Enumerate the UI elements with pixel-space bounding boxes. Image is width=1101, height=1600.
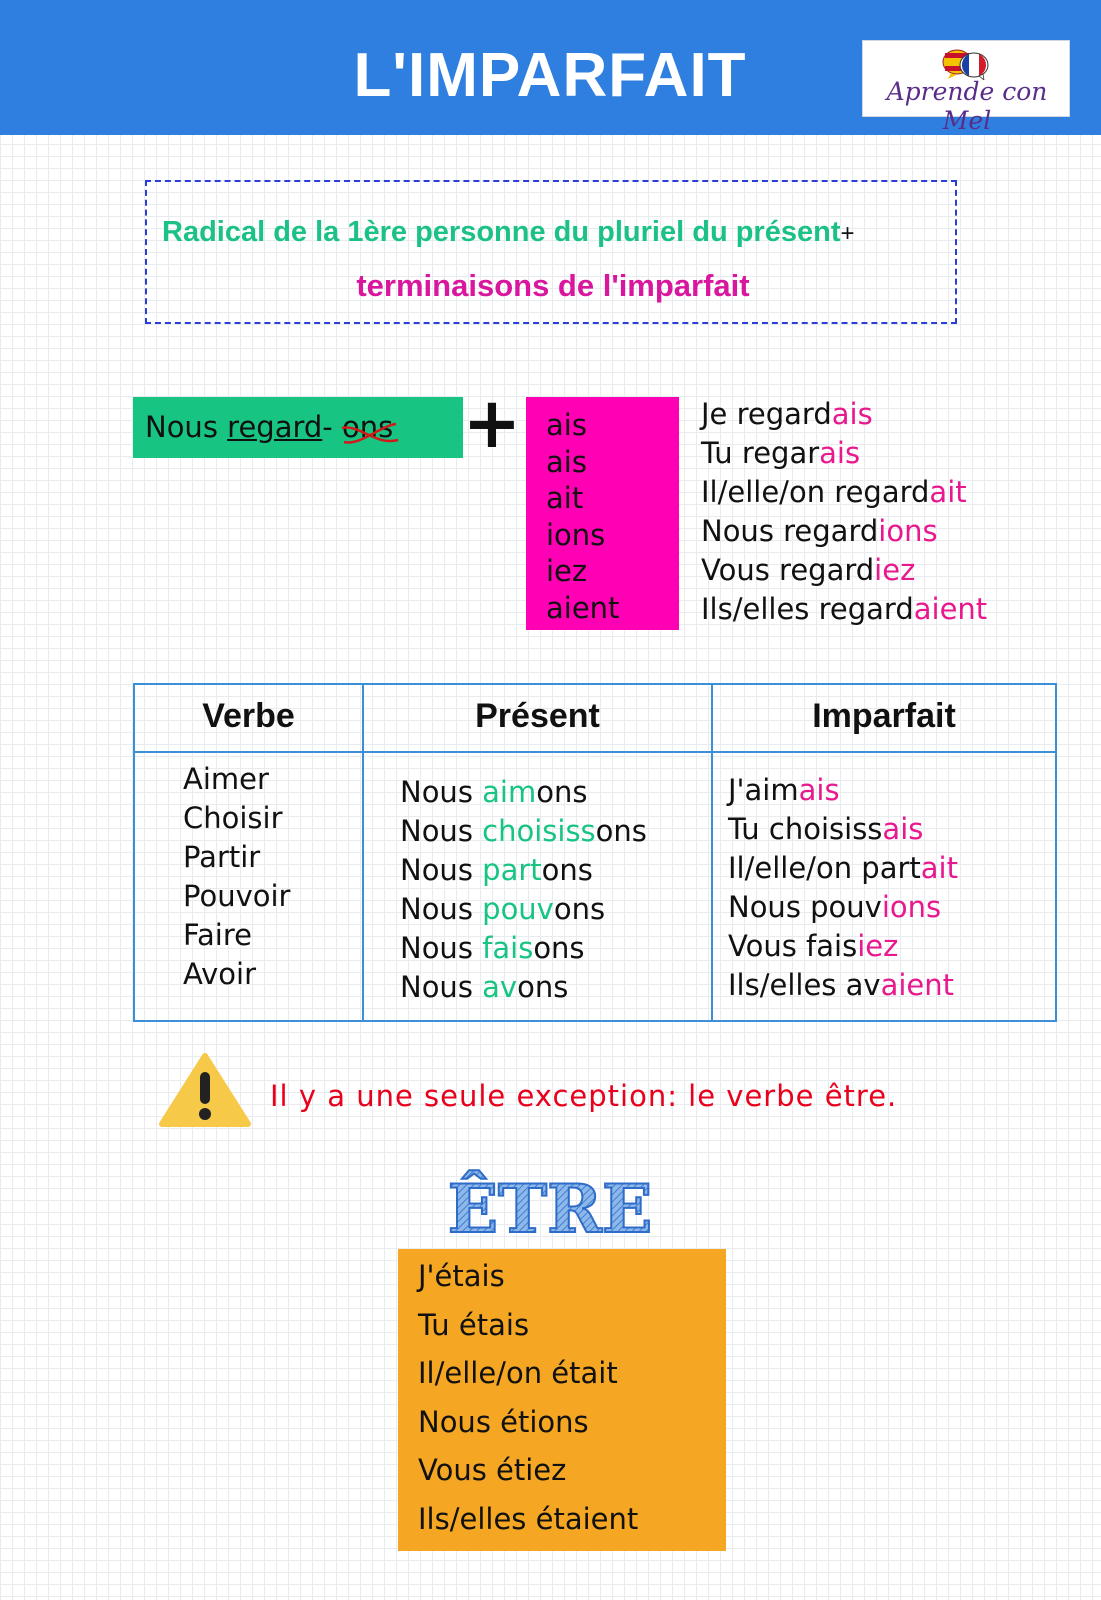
conjugation-line [701,434,987,473]
struck-ending [342,410,393,444]
present-pronoun: Nous [400,814,483,848]
imparfait-item [728,849,958,888]
rule-line-1 [162,216,952,249]
present-item [400,812,647,851]
imparfait-stem: Tu choisiss [728,812,883,846]
present-item [400,890,647,929]
rule-line-2: terminaisons de l'imparfait [356,268,750,303]
header-verbe: Verbe [202,697,295,735]
warning-icon [158,1052,252,1128]
present-ending: ons [595,814,647,848]
present-radical: choisiss [482,814,596,848]
present-pronoun: Nous [400,931,483,965]
present-radical: av [482,970,518,1004]
ending-item: iez [546,554,588,588]
exception-text: Il y a une seule exception: le verbe être. [270,1079,898,1113]
nous-radical-box [133,397,463,458]
conj-ending: ais [819,436,861,470]
radical-text: regard [227,410,323,444]
conj-ending: iez [874,553,916,587]
nous-prefix: Nous [145,410,228,444]
present-ending: ons [536,775,588,809]
imparfait-ending: aient [880,968,954,1002]
verb-item: Avoir [183,957,257,991]
conjugation-line [701,512,987,551]
conj-stem: Il/elle/on regard [701,475,930,509]
imparfait-stem: J'aim [728,773,799,807]
imparfait-column [728,771,958,1005]
etre-form: Vous étiez [418,1453,567,1487]
imparfait-ending: iez [857,929,899,963]
radical-dash: - [322,410,342,444]
ending-item: aient [546,590,620,625]
present-ending: ons [541,853,593,887]
imparfait-stem: Nous pouv [728,890,882,924]
flags-chat-icon [939,48,991,80]
etre-form: Tu étais [418,1307,530,1342]
page-title: L'IMPARFAIT [353,41,747,110]
header-present: Présent [475,697,600,735]
ending-item: ions [546,517,606,552]
imparfait-item [728,810,958,849]
imparfait-ending: ions [881,890,942,924]
endings-box [526,397,679,630]
present-item [400,968,647,1007]
present-ending: ons [553,892,606,926]
conjugation-line [701,395,987,434]
imparfait-item [728,927,958,966]
present-item [400,929,647,968]
etre-conjugation-box [398,1249,726,1551]
imparfait-item [728,888,958,927]
rule-plus: + [840,220,855,247]
verb-item: Aimer [183,762,269,796]
plus-sign: + [462,382,522,464]
conj-ending: aient [913,592,988,626]
conj-stem: Nous regard [701,514,879,548]
verb-item: Choisir [183,801,283,835]
table-header-divider [135,751,1055,753]
etre-form: Il/elle/on était [418,1356,618,1390]
verb-item: Faire [183,918,252,952]
conjugation-line [701,551,987,590]
brand-logo [862,40,1070,135]
ending-item: ait [546,481,584,515]
strike-mark-icon [340,420,400,450]
present-ending: ons [533,931,585,965]
rule-line-1-text: Radical de la 1ère personne du pluriel du présent [162,216,841,248]
verb-item: Partir [183,840,261,874]
header-imparfait: Imparfait [812,697,956,735]
present-radical: fais [482,931,534,965]
conj-stem: Ils/elles regard [701,592,914,626]
imparfait-item [728,966,958,1005]
imparfait-ending: ait [920,851,958,885]
present-pronoun: Nous [400,775,483,809]
imparfait-stem: Ils/elles av [728,968,881,1002]
present-radical: pouv [482,892,554,926]
verbs-column [183,760,290,994]
present-column [400,773,647,1007]
etre-form: J'étais [418,1259,505,1293]
etre-form: Nous étions [418,1404,589,1439]
present-pronoun: Nous [400,892,483,926]
present-ending: ons [517,970,569,1004]
conjugation-line [701,473,987,512]
verb-table [133,683,1057,1022]
present-pronoun: Nous [400,970,483,1004]
imparfait-item [728,771,958,810]
present-item [400,851,647,890]
imparfait-stem: Vous fais [728,929,858,963]
conj-ending: ions [878,514,938,548]
header-bar [0,0,1101,135]
etre-form: Ils/elles étaient [418,1501,639,1536]
ending-item: ais [546,408,587,442]
etre-title [440,1140,660,1240]
conj-stem: Tu regar [701,436,820,470]
imparfait-ending: ais [798,773,840,807]
verb-item: Pouvoir [183,879,291,913]
regarder-conjugation [701,395,987,629]
present-radical: part [482,853,542,887]
imparfait-ending: ais [882,812,924,846]
present-pronoun: Nous [400,853,483,887]
logo-text: Aprende con Mel [886,77,1048,135]
ending-item: ais [546,444,587,479]
present-radical: aim [482,775,537,809]
conj-stem: Je regard [701,397,832,431]
struck-ending-text: ons [341,410,394,444]
rule-box [145,180,957,324]
imparfait-stem: Il/elle/on part [728,851,921,885]
conjugation-line [701,590,987,629]
conj-stem: Vous regard [701,553,875,587]
conj-ending: ait [929,475,967,509]
present-item [400,773,647,812]
etre-title-text: ÊTRE [447,1170,653,1240]
conj-ending: ais [831,397,873,431]
